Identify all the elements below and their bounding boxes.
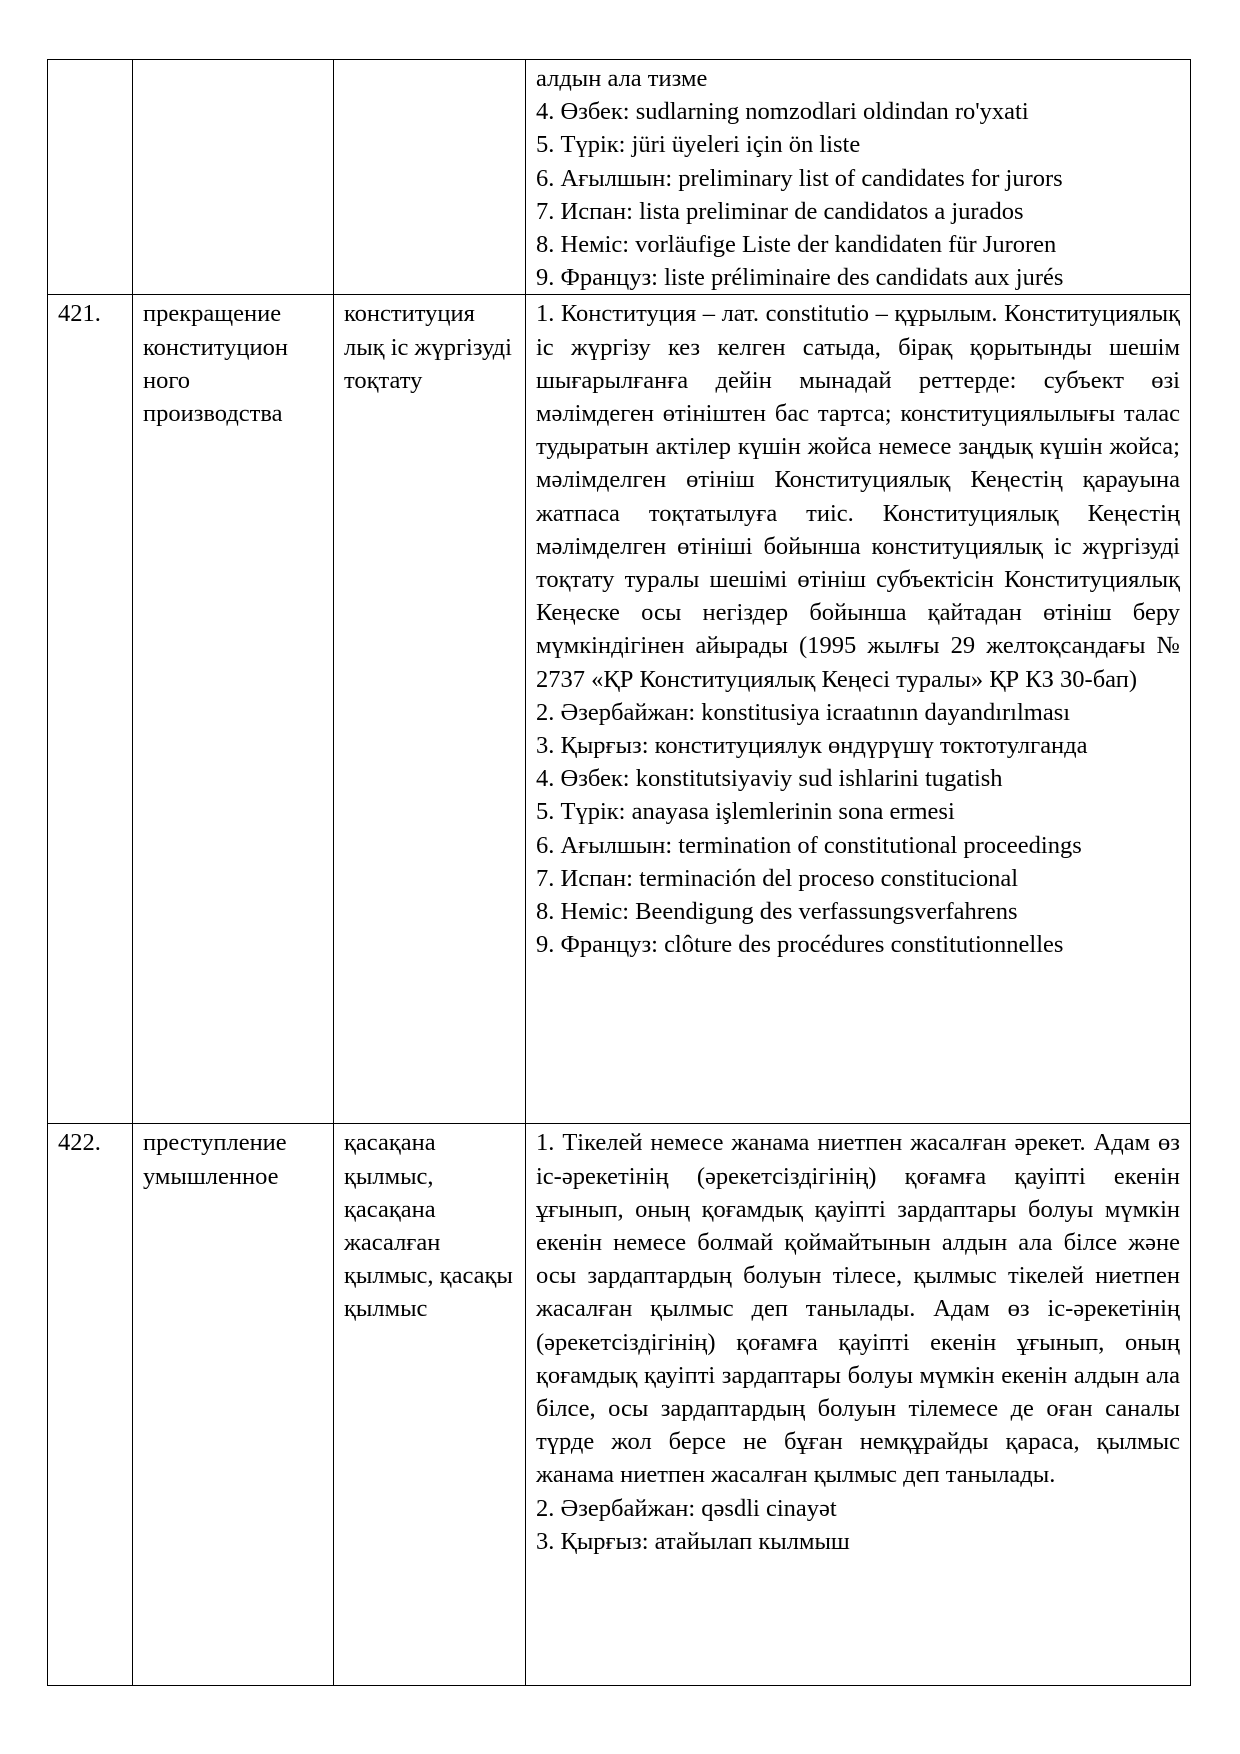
translation-line: 6. Ағылшын: preliminary list of candidates for jurors [536,164,1063,192]
translation-line: 8. Неміс: Beendigung des verfassungsverfahrens [536,898,1018,926]
kazakh-term [334,60,526,295]
translation-line: 4. Өзбек: sudlarning nomzodlari oldindan ro'yxati [536,98,1029,126]
translation-line: 5. Түрік: anayasa işlemlerinin sona ermesi [536,798,955,826]
entry-number: 422. [48,1124,133,1686]
translation-line: 8. Неміс: vorläufige Liste der kandidaten für Juroren [536,231,1057,259]
translation-line: 2. Әзербайжан: konstitusiya icraatının dayandırılması [536,698,1071,726]
table-row [48,60,1191,295]
translation-line: 9. Француз: liste préliminaire des candidats aux jurés [536,264,1064,292]
entry-number: 421. [48,295,133,1124]
translation-line: 5. Түрік: jüri üyeleri için ön liste [536,131,861,159]
entry-number [48,60,133,295]
definition-cell [526,60,1191,295]
translation-line: 4. Өзбек: konstitutsiyaviy sud ishlarini tugatish [536,765,1003,793]
definition-cell [526,295,1191,1124]
table-row [48,1124,1191,1686]
translation-line: алдын ала тизме [536,65,708,92]
translation-line: 7. Испан: terminación del proceso constitucional [536,864,1019,892]
table-row [48,295,1191,1124]
russian-term: преступление умышленное [133,1124,334,1686]
kazakh-term: қасақана қылмыс, қасақана жасалған қылмыс, қасақы қылмыс [334,1124,526,1686]
translation-line: 3. Қырғыз: атайылап кылмыш [536,1527,850,1555]
definition-text: 1. Тікелей немесе жанама ниетпен жасалған әрекет. Адам өз іс-әрекетінің (әрекетсіздігінің) қоғамға қауіпті екенін ұғынып, оның қоғамдық қауіпті зардаптары болуы мүмкін екенін немесе болмай қоймайтынын алдын ала білсе және осы зардаптардың болуын тілесе, қылмыс тікелей ниетпен жасалған қылмыс деп танылады. Адам өз іс-әрекетінің (әрекетсіздігінің) қоғамға қауіпті екенін ұғынып, оның қоғамдық қауіпті зардаптары болуы мүмкін екенін алдын ала білсе, осы зардаптардың болуын тілемесе де оған саналы түрде жол берсе не бұған немқұрайды қараса, қылмыс жанама ниетпен жасалған қылмыс деп танылады. [536,1129,1180,1489]
translation-line: 6. Ағылшын: termination of constitutional proceedings [536,831,1082,859]
russian-term: прекращение конституцион ного производства [133,295,334,1124]
glossary-table [47,59,1191,1686]
translation-line: 2. Әзербайжан: qəsdli cinayət [536,1494,837,1522]
kazakh-term: конституция лық іс жүргізуді тоқтату [334,295,526,1124]
translation-line: 9. Француз: clôture des procédures constitutionnelles [536,931,1064,959]
russian-term [133,60,334,295]
definition-text: 1. Конституция – лат. constitutio – құрылым. Конституциялық іс жүргізу кез келген сатыда, бірақ қорытынды шешім шығарылғанға дейін мынадай реттерде: субъект өзі мәлімдеген өтініштен бас тартса; конституциялылығы талас тудыратын актілер күшін жойса немесе заңдық күшін жойса; мәлімделген өтініш Конституциялық Кеңестің қарауына жатпаса тоқтатылуға тиіс. Конституциялық Кеңестің мәлімделген өтініші бойынша конституциялық іс жүргізуді тоқтату туралы шешімі өтініш субъектісін Конституциялық Кеңеске осы негіздер бойынша қайтадан өтініш беру мүмкіндігінен айырады (1995 жылғы 29 желтоқсандағы № 2737 «ҚР Конституциялық Кеңесі туралы» ҚР КЗ 30-бап) [536,300,1180,693]
definition-cell [526,1124,1191,1686]
translation-line: 3. Қырғыз: конституциялук өндүрүшү токтотулганда [536,732,1088,760]
translation-line: 7. Испан: lista preliminar de candidatos a jurados [536,197,1024,225]
